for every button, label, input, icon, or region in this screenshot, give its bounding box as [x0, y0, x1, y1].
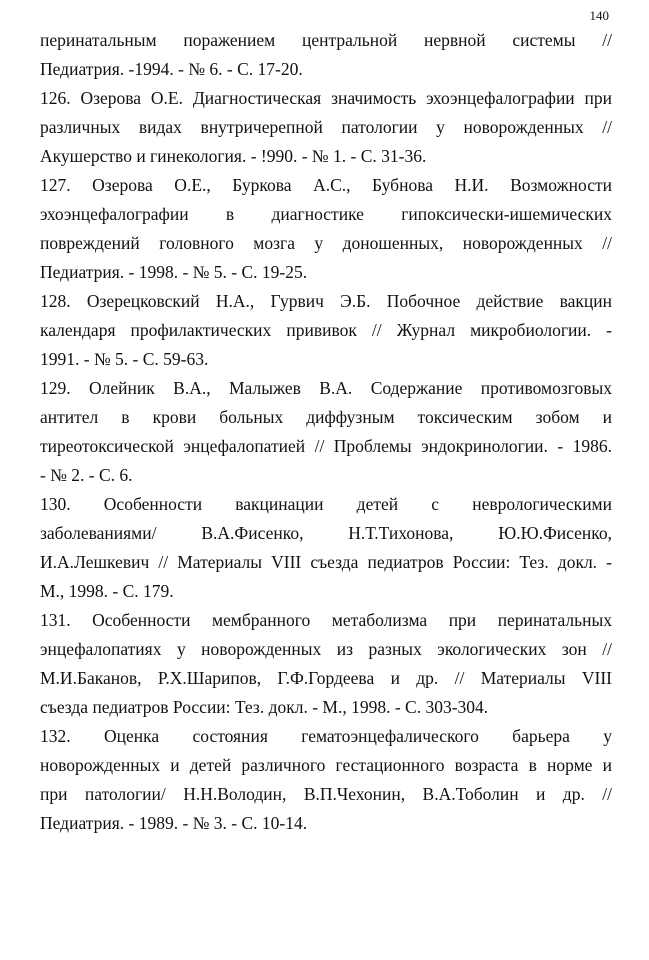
text-line: энцефалопатиях у новорожденных из разных экологических зон //	[40, 639, 612, 659]
text-line: 128. Озерецковский Н.А., Гурвич Э.Б. Побочное действие вакцин	[40, 291, 612, 311]
text-line: Педиатрия. -1994. - № 6. - С. 17-20.	[40, 59, 303, 79]
text-line: И.А.Лешкевич // Материалы VIII съезда педиатров России: Тез. докл. -	[40, 552, 612, 572]
text-line: заболеваниями/ В.А.Фисенко, Н.Т.Тихонова, Ю.Ю.Фисенко,	[40, 523, 612, 543]
text-line: 130. Особенности вакцинации детей с неврологическими	[40, 494, 612, 514]
text-line: 126. Озерова О.Е. Диагностическая значимость эхоэнцефалографии при	[40, 88, 612, 108]
text-line: 127. Озерова О.Е., Буркова А.С., Бубнова Н.И. Возможности	[40, 175, 612, 195]
text-line: 131. Особенности мембранного метаболизма при перинатальных	[40, 610, 612, 630]
text-line: - № 2. - С. 6.	[40, 465, 133, 485]
page-number: 140	[589, 8, 609, 23]
text-line: Педиатрия. - 1989. - № 3. - С. 10-14.	[40, 813, 308, 833]
text-line: 132. Оценка состояния гематоэнцефалического барьера у	[40, 726, 612, 746]
text-line: эхоэнцефалографии в диагностике гипоксически-ишемических	[40, 204, 612, 224]
text-line: 129. Олейник В.А., Малыжев В.А. Содержание противомозговых	[40, 378, 612, 398]
text-line: тиреотоксической энцефалопатией // Проблемы эндокринологии. - 1986.	[40, 436, 612, 456]
text-line: съезда педиатров России: Тез. докл. - М., 1998. - С. 303-304.	[40, 697, 489, 717]
text-line: различных видах внутричерепной патологии у новорожденных //	[40, 117, 612, 137]
bibliography-list	[40, 26, 612, 838]
text-line: 1991. - № 5. - С. 59-63.	[40, 349, 209, 369]
text-line: новорожденных и детей различного гестационного возраста в норме и	[40, 755, 612, 775]
text-line: М.И.Баканов, Р.Х.Шарипов, Г.Ф.Гордеева и др. // Материалы VIII	[40, 668, 612, 688]
text-line: М., 1998. - С. 179.	[40, 581, 174, 601]
text-line: при патологии/ Н.Н.Володин, В.П.Чехонин, В.А.Тоболин и др. //	[40, 784, 612, 804]
text-line: Акушерство и гинекология. - !990. - № 1. - С. 31-36.	[40, 146, 427, 166]
text-line: повреждений головного мозга у доношенных, новорожденных //	[40, 233, 612, 253]
text-line: календаря профилактических прививок // Журнал микробиологии. -	[40, 320, 612, 340]
text-line: антител в крови больных диффузным токсическим зобом и	[40, 407, 612, 427]
text-line: Педиатрия. - 1998. - № 5. - С. 19-25.	[40, 262, 308, 282]
text-line: перинатальным поражением центральной нервной системы //	[40, 30, 612, 50]
